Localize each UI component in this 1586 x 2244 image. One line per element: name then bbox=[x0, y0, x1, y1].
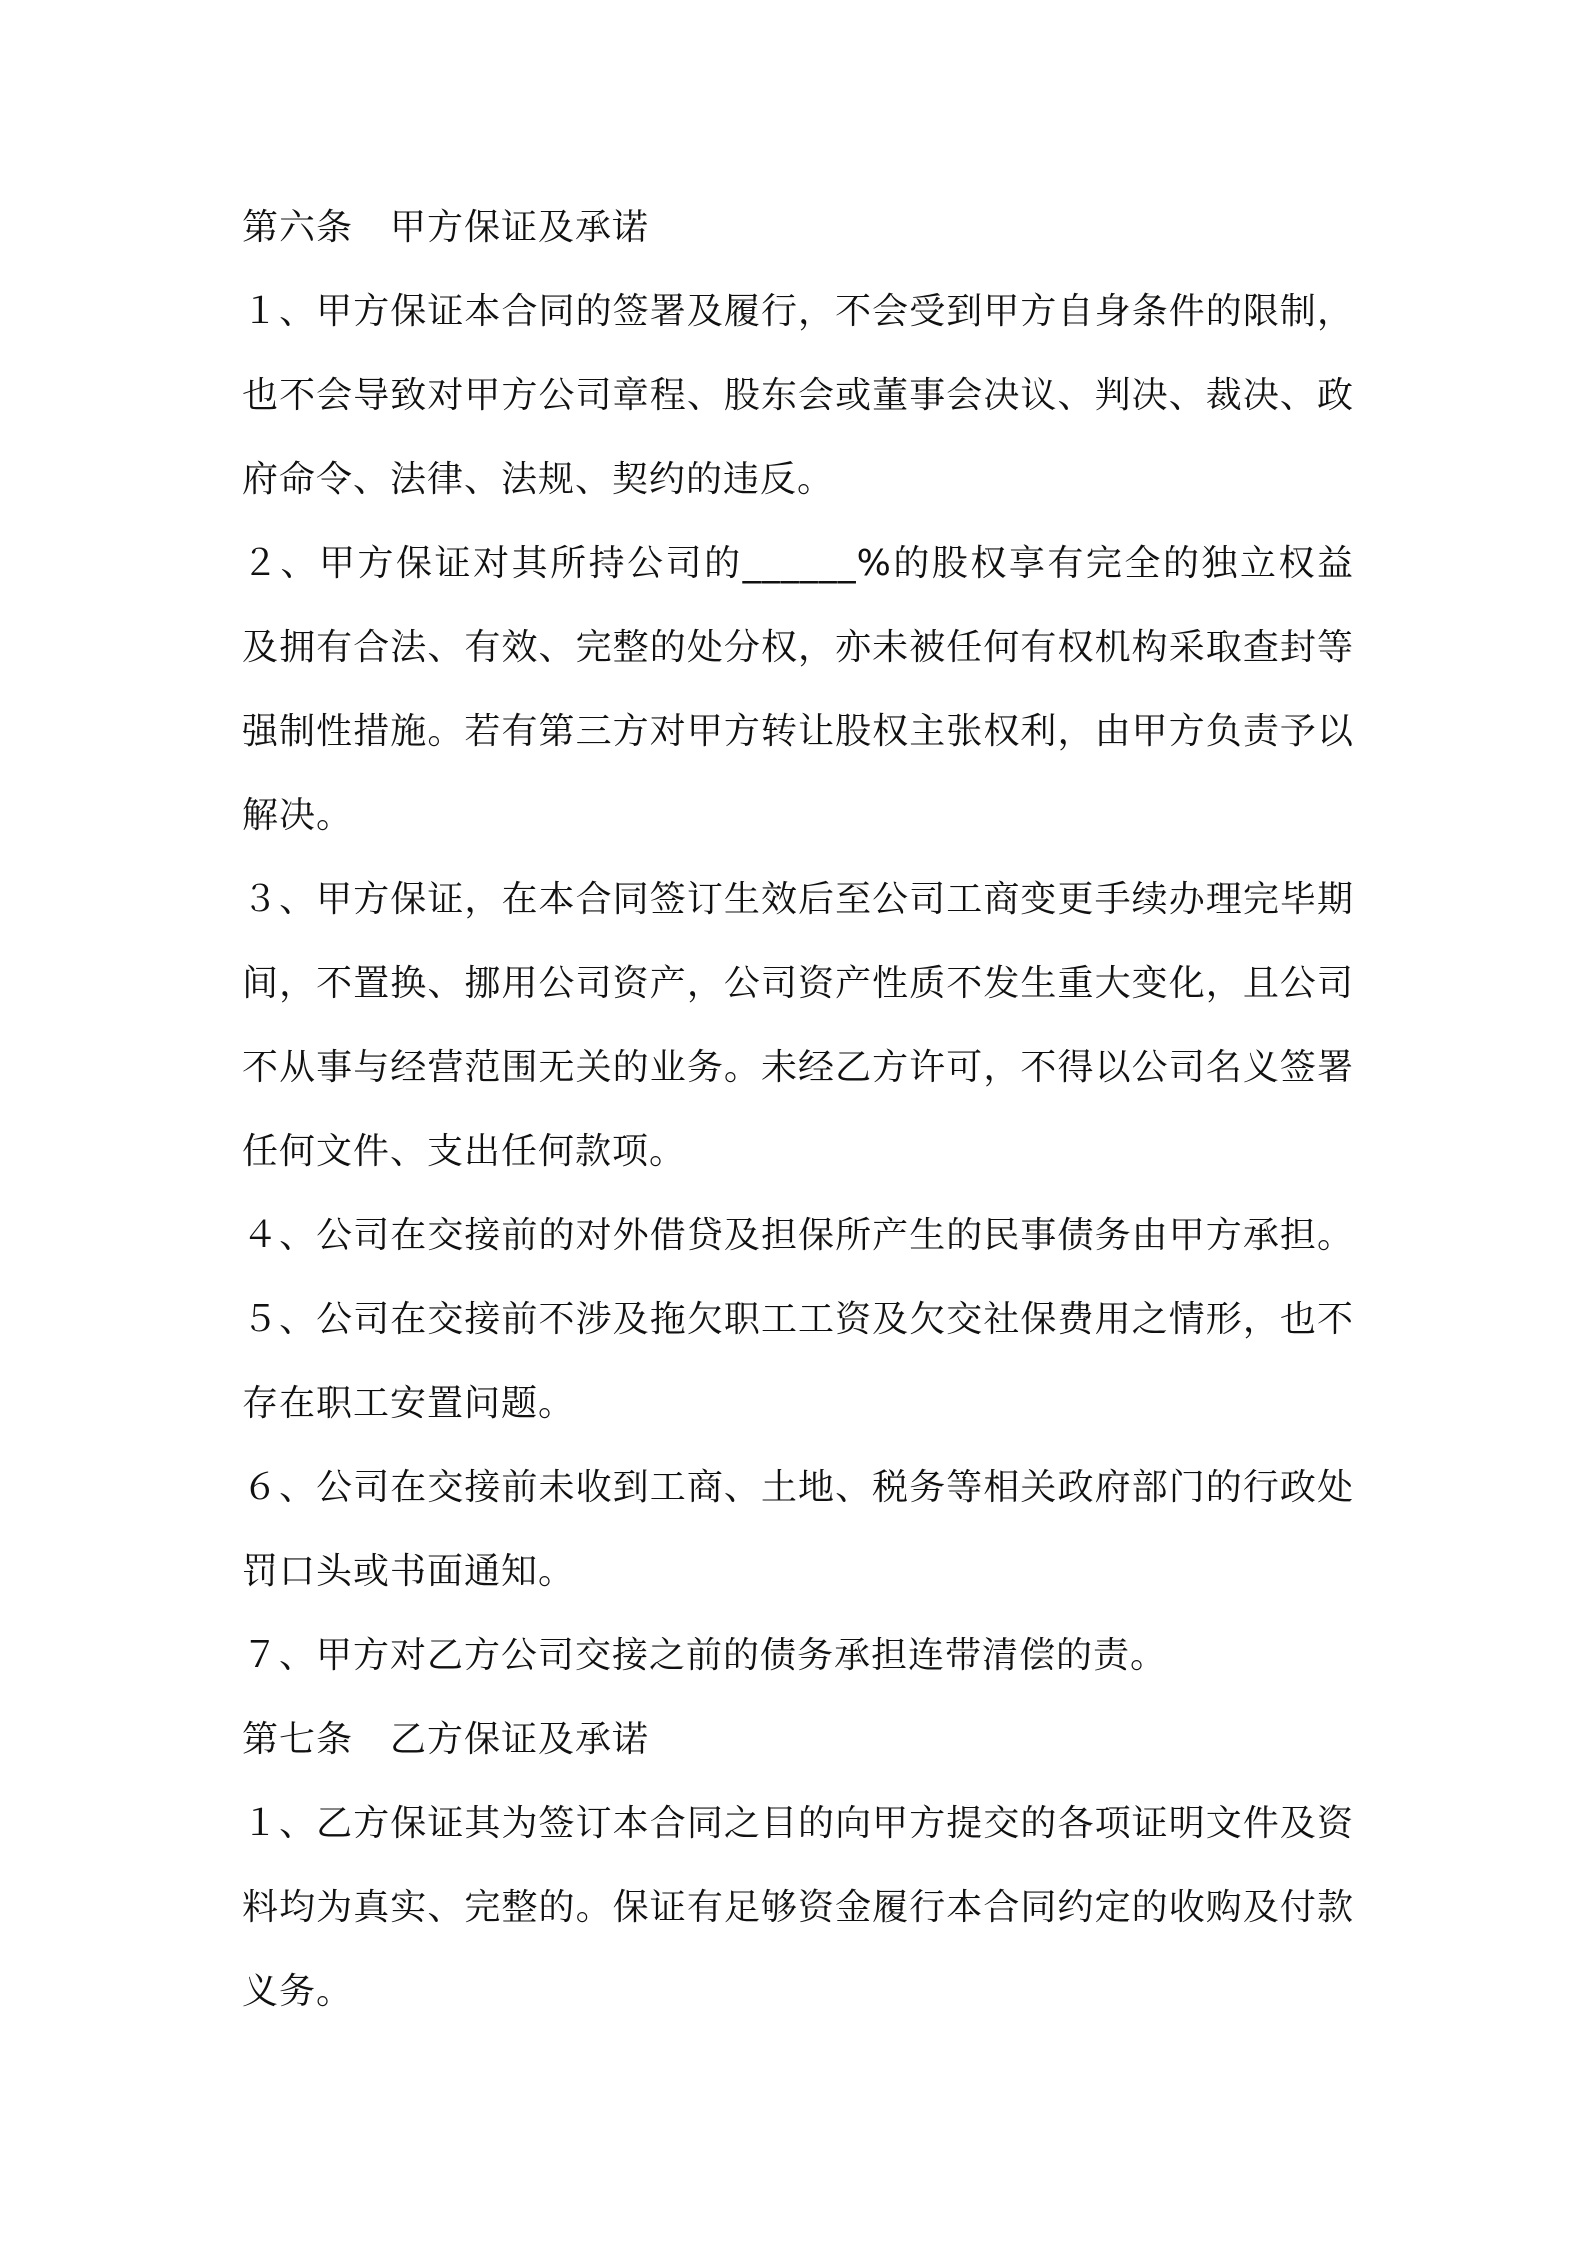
paragraph-line: 府命令、法律、法规、契约的违反。 bbox=[242, 459, 835, 500]
paragraph-line: 存在职工安置问题。 bbox=[242, 1383, 576, 1424]
paragraph-line: ７、甲方对乙方公司交接之前的债务承担连带清偿的责。 bbox=[242, 1635, 1168, 1676]
paragraph-line: 料均为真实、完整的。保证有足够资金履行本合同约定的收购及付款 bbox=[242, 1887, 1354, 1928]
article-7-heading: 第七条 乙方保证及承诺 bbox=[242, 1719, 650, 1760]
paragraph-line: 不从事与经营范围无关的业务。未经乙方许可，不得以公司名义签署 bbox=[242, 1047, 1354, 1088]
paragraph-line: 解决。 bbox=[242, 795, 354, 836]
paragraph-line: １、乙方保证其为签订本合同之目的向甲方提交的各项证明文件及资 bbox=[242, 1803, 1354, 1844]
paragraph-line: 罚口头或书面通知。 bbox=[242, 1551, 576, 1592]
paragraph-line: １、甲方保证本合同的签署及履行，不会受到甲方自身条件的限制， bbox=[242, 291, 1354, 332]
paragraph-line: 强制性措施。若有第三方对甲方转让股权主张权利，由甲方负责予以 bbox=[242, 711, 1354, 752]
paragraph-line: ２、甲方保证对其所持公司的______%的股权享有完全的独立权益 bbox=[242, 543, 1354, 584]
paragraph-line: 义务。 bbox=[242, 1971, 354, 2012]
paragraph-line: ３、甲方保证，在本合同签订生效后至公司工商变更手续办理完毕期 bbox=[242, 879, 1354, 920]
article-6-heading: 第六条 甲方保证及承诺 bbox=[242, 207, 650, 248]
paragraph-line: 也不会导致对甲方公司章程、股东会或董事会决议、判决、裁决、政 bbox=[242, 375, 1354, 416]
paragraph-line: 及拥有合法、有效、完整的处分权，亦未被任何有权机构采取查封等 bbox=[242, 627, 1354, 668]
paragraph-line: ６、公司在交接前未收到工商、土地、税务等相关政府部门的行政处 bbox=[242, 1467, 1354, 1508]
paragraph-line: 间，不置换、挪用公司资产，公司资产性质不发生重大变化，且公司 bbox=[242, 963, 1354, 1004]
paragraph-line: 任何文件、支出任何款项。 bbox=[242, 1131, 687, 1172]
paragraph-line: ４、公司在交接前的对外借贷及担保所产生的民事债务由甲方承担。 bbox=[242, 1215, 1354, 1256]
paragraph-line: ５、公司在交接前不涉及拖欠职工工资及欠交社保费用之情形，也不 bbox=[242, 1299, 1354, 1340]
